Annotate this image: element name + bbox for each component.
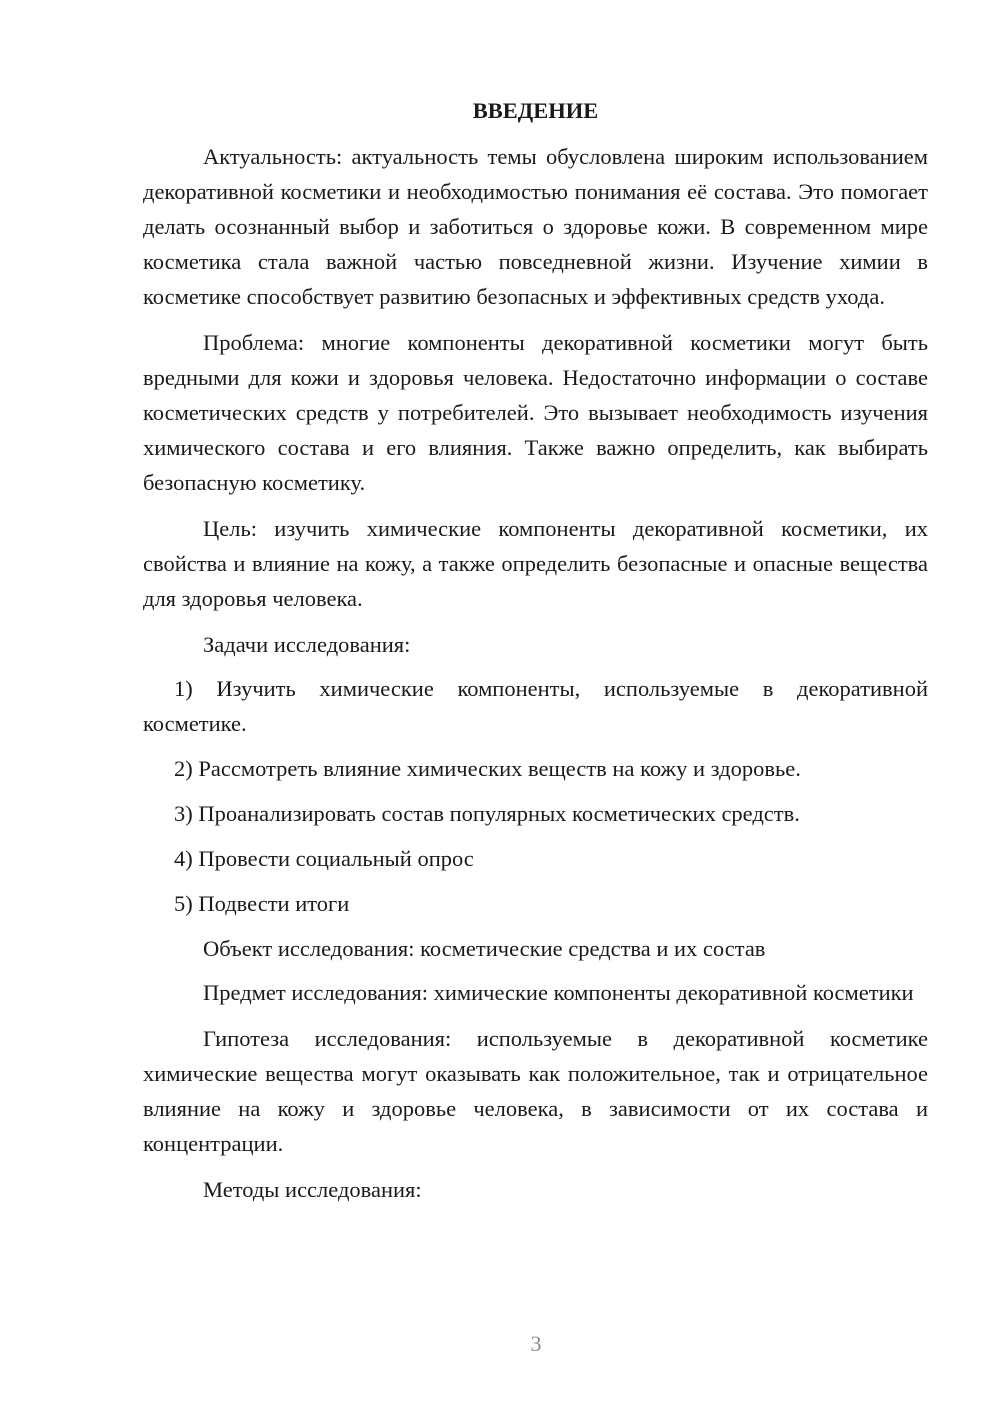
paragraph-hypothesis: Гипотеза исследования: используемые в декоративной косметике химические вещества могут оказывать как положительное, так и отрицательное влияние на кожу и здоровье человека, в зависимости от их состава и концентрации.: [143, 1026, 928, 1156]
paragraph-problem: Проблема: многие компоненты декоративной косметики могут быть вредными для кожи и здоровья человека. Недостаточно информации о составе косметических средств у потребителей. Это вызывает необходимость изучения химического состава и его влияния. Также важно определить, как выбирать безопасную косметику.: [143, 330, 928, 495]
paragraph-goal: Цель: изучить химические компоненты декоративной косметики, их свойства и влияние на кожу, а также определить безопасные и опасные вещества для здоровья человека.: [143, 516, 928, 611]
list-item: 1) Изучить химические компоненты, используемые в декоративной косметике.: [143, 676, 928, 736]
paragraph-relevance: Актуальность: актуальность темы обусловлена широким использованием декоративной косметики и необходимостью понимания её состава. Это помогает делать осознанный выбор и заботиться о здоровье кожи. В современном мире косметика стала важной частью повседневной жизни. Изучение химии в косметике способствует развитию безопасных и эффективных средств ухода.: [143, 144, 928, 309]
list-item: 3) Проанализировать состав популярных косметических средств.: [174, 801, 800, 826]
tasks-heading: Задачи исследования:: [203, 632, 411, 657]
list-item: 5) Подвести итоги: [174, 891, 350, 916]
section-title: ВВЕДЕНИЕ: [472, 98, 599, 123]
paragraph-subject: Предмет исследования: химические компоненты декоративной косметики: [203, 980, 914, 1005]
paragraph-methods: Методы исследования:: [203, 1177, 422, 1202]
tasks-list: [143, 671, 928, 921]
page-number: 3: [530, 1331, 542, 1356]
paragraph-object: Объект исследования: косметические средства и их состав: [203, 936, 766, 961]
list-item: 4) Провести социальный опрос: [174, 846, 474, 871]
document-page: [143, 95, 928, 1216]
list-item: 2) Рассмотреть влияние химических веществ на кожу и здоровье.: [174, 756, 801, 781]
